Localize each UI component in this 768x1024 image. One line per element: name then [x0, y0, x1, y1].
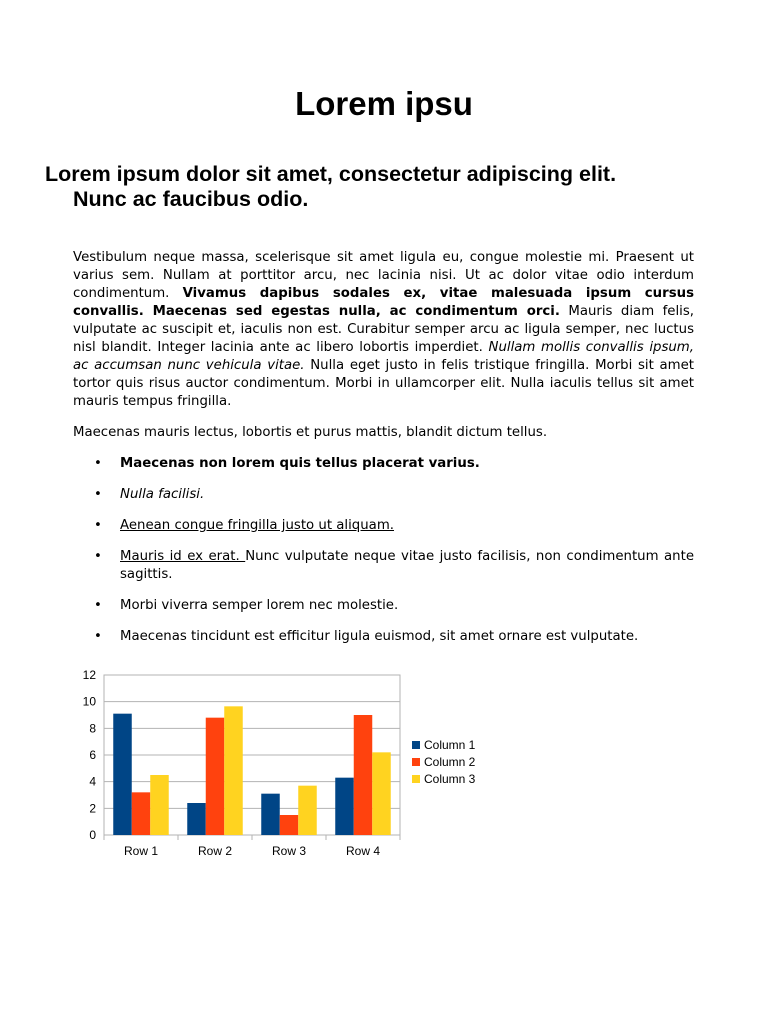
- bar-row-2-column-2: [206, 718, 225, 835]
- list-item-text: Maecenas tincidunt est efficitur ligula euismod, sit amet ornare est vulputate.: [120, 629, 639, 644]
- bar-row-3-column-2: [280, 815, 299, 835]
- para1-bold-text: Vivamus dapibus sodales ex, vitae malesuada ipsum cursus convallis. Maecenas sed egestas nulla, ac condimentum orci.: [73, 286, 694, 319]
- bar-row-4-column-1: [335, 778, 354, 835]
- para1-text-2: Mauris diam felis, vulputate ac suscipit et, iaculis non est. Curabitur semper arcu ac ligula semper, nec luctus nisl blandit. Integer lacinia ante ac libero lobortis imperdiet.: [73, 304, 694, 355]
- bullet-icon: •: [94, 456, 102, 471]
- list-item: [73, 455, 694, 473]
- heading-line-2: Nunc ac faucibus odio.: [73, 187, 309, 211]
- bar-row-1-column-2: [132, 792, 151, 835]
- bar-row-3-column-1: [261, 794, 280, 835]
- section-heading: [45, 162, 725, 212]
- para1-text-3: Nulla eget justo in felis tristique fringilla. Morbi sit amet tortor quis risus auctor condimentum. Morbi in ullamcorper elit. Nulla iaculis tellus sit amet mauris tempus fringilla.: [73, 358, 695, 409]
- bullet-list: [73, 455, 694, 659]
- bar-chart: [60, 660, 480, 870]
- bullet-icon: •: [94, 598, 102, 613]
- list-item: [73, 486, 694, 504]
- x-tick-label: Row 2: [197, 844, 233, 858]
- bar-row-2-column-1: [187, 803, 206, 835]
- list-item: [73, 517, 694, 535]
- document-title: Lorem ipsu: [295, 85, 473, 122]
- y-tick-label: 6: [89, 748, 96, 762]
- y-tick-label: 8: [89, 721, 96, 736]
- bar-row-2-column-3: [224, 706, 243, 835]
- y-tick-label: 2: [89, 801, 96, 816]
- para1-text-1: Vestibulum neque massa, scelerisque sit amet ligula eu, congue molestie mi. Praesent ut varius sem. Nullam at porttitor arcu, nec lacinia nisi. Ut ac dolor vitae odio interdum condimentum.: [73, 250, 694, 301]
- x-tick-label: Row 4: [345, 844, 381, 858]
- list-item-text: Aenean congue fringilla justo ut aliquam.: [120, 518, 394, 533]
- heading-line-1: Lorem ipsum dolor sit amet, consectetur adipiscing elit.: [45, 162, 617, 186]
- y-tick-label: 0: [89, 828, 96, 842]
- bullet-icon: •: [94, 518, 102, 533]
- x-tick-label: Row 3: [271, 844, 307, 858]
- bar-row-3-column-3: [298, 786, 317, 835]
- legend-label: Column 1: [424, 738, 476, 752]
- legend-label: Column 3: [424, 772, 476, 786]
- body-paragraph-2: Maecenas mauris lectus, lobortis et purus mattis, blandit dictum tellus.: [73, 425, 548, 440]
- bar-row-1-column-1: [113, 714, 132, 835]
- list-item: [73, 548, 694, 584]
- list-item-text: Morbi viverra semper lorem nec molestie.: [120, 598, 399, 613]
- body-paragraph-1: [73, 249, 694, 411]
- bullet-icon: •: [94, 487, 102, 502]
- list-item-text: Nulla facilisi.: [120, 487, 205, 502]
- bar-row-4-column-3: [372, 752, 391, 835]
- y-tick-label: 4: [89, 774, 96, 789]
- y-tick-label: 10: [82, 694, 96, 709]
- list-item: [73, 597, 694, 615]
- para1-italic-text: Nullam mollis convallis ipsum, ac accumsan nunc vehicula vitae.: [73, 340, 694, 373]
- bar-row-4-column-2: [354, 715, 373, 835]
- bullet-icon: •: [94, 629, 102, 644]
- y-tick-label: 12: [82, 668, 96, 682]
- bar-row-1-column-3: [150, 775, 169, 835]
- x-tick-label: Row 1: [123, 844, 159, 858]
- legend-swatch: [412, 775, 420, 783]
- bullet-icon: •: [94, 549, 102, 564]
- legend-swatch: [412, 758, 420, 766]
- list-item: [73, 628, 694, 646]
- list-item-text: Nunc vulputate neque vitae justo facilisis, non condimentum ante sagittis.: [120, 549, 695, 582]
- list-item-underlined-text: Mauris id ex erat.: [120, 549, 246, 564]
- list-item-text: Maecenas non lorem quis tellus placerat varius.: [120, 456, 480, 471]
- legend-swatch: [412, 741, 420, 749]
- legend-label: Column 2: [424, 755, 476, 769]
